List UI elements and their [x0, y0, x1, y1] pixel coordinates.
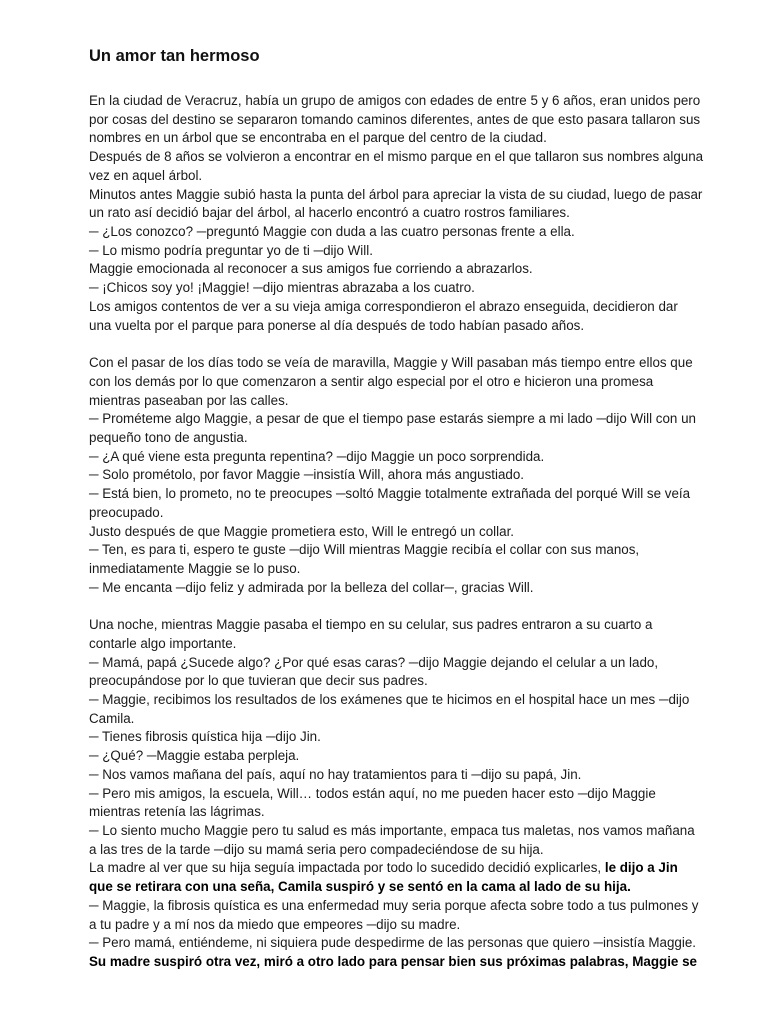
text-line: Minutos antes Maggie subió hasta la punta del árbol para apreciar la vista de su ciudad, luego de pasar: [89, 186, 703, 202]
document-title: Un amor tan hermoso: [89, 47, 260, 65]
text-line: ─ Lo mismo podría preguntar yo de ti ─dijo Will.: [89, 242, 373, 258]
text-line: ─ Pero mis amigos, la escuela, Will… todos están aquí, no me pueden hacer esto ─dijo Maggie: [89, 785, 656, 801]
text-line: [89, 335, 729, 354]
text-line: En la ciudad de Veracruz, había un grupo de amigos con edades de entre 5 y 6 años, eran unidos pero: [89, 93, 701, 108]
text-line: Una noche, mientras Maggie pasaba el tiempo en su celular, sus padres entraron a su cuarto a: [89, 617, 653, 633]
text-line: Con el pasar de los días todo se veía de maravilla, Maggie y Will pasaban más tiempo entre ellos que: [89, 355, 693, 371]
text-span: La madre al ver que su hija seguía impactada por todo lo sucedido decidió explicarles,: [89, 860, 605, 876]
text-line: Los amigos contentos de ver a su vieja amiga correspondieron el abrazo enseguida, decidieron dar: [89, 298, 678, 314]
text-line: con los demás por lo que comenzaron a sentir algo especial por el otro e hicieron una promesa: [89, 373, 654, 389]
text-line: inmediatamente Maggie se lo puso.: [89, 560, 301, 576]
text-line: Justo después de que Maggie prometiera esto, Will le entregó un collar.: [89, 523, 515, 539]
text-line: [89, 859, 729, 878]
text-line: preocupándose por lo que tuvieran que decir sus padres.: [89, 673, 428, 689]
text-line: ─ Nos vamos mañana del país, aquí no hay tratamientos para ti ─dijo su papá, Jin.: [89, 766, 582, 782]
text-line: vez en aquel árbol.: [89, 167, 203, 183]
text-line: ─ Prométeme algo Maggie, a pesar de que el tiempo pase estarás siempre a mi lado ─dijo Will con un: [89, 411, 696, 427]
text-line: Camila.: [89, 710, 135, 726]
text-line: contarle algo importante.: [89, 635, 237, 651]
text-line: mientras paseaban por las calles.: [89, 392, 289, 408]
document-body: [89, 92, 729, 972]
text-line: Maggie emocionada al reconocer a sus amigos fue corriendo a abrazarlos.: [89, 261, 533, 277]
bold-text-span: le dijo a Jin: [604, 860, 678, 876]
text-line: ─ Maggie, recibimos los resultados de los exámenes que te hicimos en el hospital hace un mes ─dijo: [89, 692, 690, 707]
text-line: ─ Mamá, papá ¿Sucede algo? ¿Por qué esas caras? ─dijo Maggie dejando el celular a un lado,: [89, 654, 659, 670]
text-line: a las tres de la tarde ─dijo su mamá seria pero compadeciéndose de su hija.: [89, 841, 544, 857]
text-line: ─ ¡Chicos soy yo! ¡Maggie! ─dijo mientras abrazaba a los cuatro.: [89, 280, 475, 296]
text-line: a tu padre y a mí nos da miedo que empeores ─dijo su madre.: [89, 916, 461, 932]
text-line: mientras retenía las lágrimas.: [89, 804, 265, 820]
text-line: ─ Solo prométolo, por favor Maggie ─insistía Will, ahora más angustiado.: [89, 467, 525, 483]
text-line: pequeño tono de angustia.: [89, 429, 248, 445]
text-line: ─ ¿Los conozco? ─preguntó Maggie con duda a las cuatro personas frente a ella.: [89, 224, 575, 240]
text-line: ─ Está bien, lo prometo, no te preocupes ─soltó Maggie totalmente extrañada del porqué Will se veía: [89, 486, 691, 502]
text-line: ─ Tienes fibrosis quística hija ─dijo Jin.: [89, 729, 321, 745]
text-line: ─ Ten, es para ti, espero te guste ─dijo Will mientras Maggie recibía el collar con sus manos,: [89, 542, 640, 558]
text-line: ─ Maggie, la fibrosis quística es una enfermedad muy seria porque afecta sobre todo a tus pulmones y: [89, 897, 699, 913]
text-line: nombres en un árbol que se encontraba en el parque del centro de la ciudad.: [89, 130, 547, 146]
text-line: ─ Lo siento mucho Maggie pero tu salud es más importante, empaca tus maletas, nos vamos mañana: [89, 823, 695, 839]
text-line: ─ Pero mamá, entiéndeme, ni siquiera pude despedirme de las personas que quiero ─insistía Maggie.: [89, 935, 697, 951]
text-line: que se retirara con una seña, Camila suspiró y se sentó en la cama al lado de su hija.: [89, 879, 631, 895]
text-line: [89, 597, 729, 616]
text-line: Después de 8 años se volvieron a encontrar en el mismo parque en el que tallaron sus nombres alguna: [89, 149, 704, 165]
text-line: Su madre suspiró otra vez, miró a otro lado para pensar bien sus próximas palabras, Maggie se: [89, 954, 697, 970]
text-line: ─ ¿A qué viene esta pregunta repentina? ─dijo Maggie un poco sorprendida.: [89, 448, 545, 464]
text-line: por cosas del destino se separaron tomando caminos diferentes, antes de que esto pasara tallaron sus: [89, 111, 701, 127]
text-line: ─ ¿Qué? ─Maggie estaba perpleja.: [89, 748, 300, 764]
text-line: ─ Me encanta ─dijo feliz y admirada por la belleza del collar─, gracias Will.: [89, 579, 534, 595]
text-line: preocupado.: [89, 504, 164, 520]
text-line: una vuelta por el parque para ponerse al día después de todo habían pasado años.: [89, 317, 585, 333]
text-line: un rato así decidió bajar del árbol, al hacerlo encontró a cuatro rostros familiares.: [89, 205, 570, 221]
